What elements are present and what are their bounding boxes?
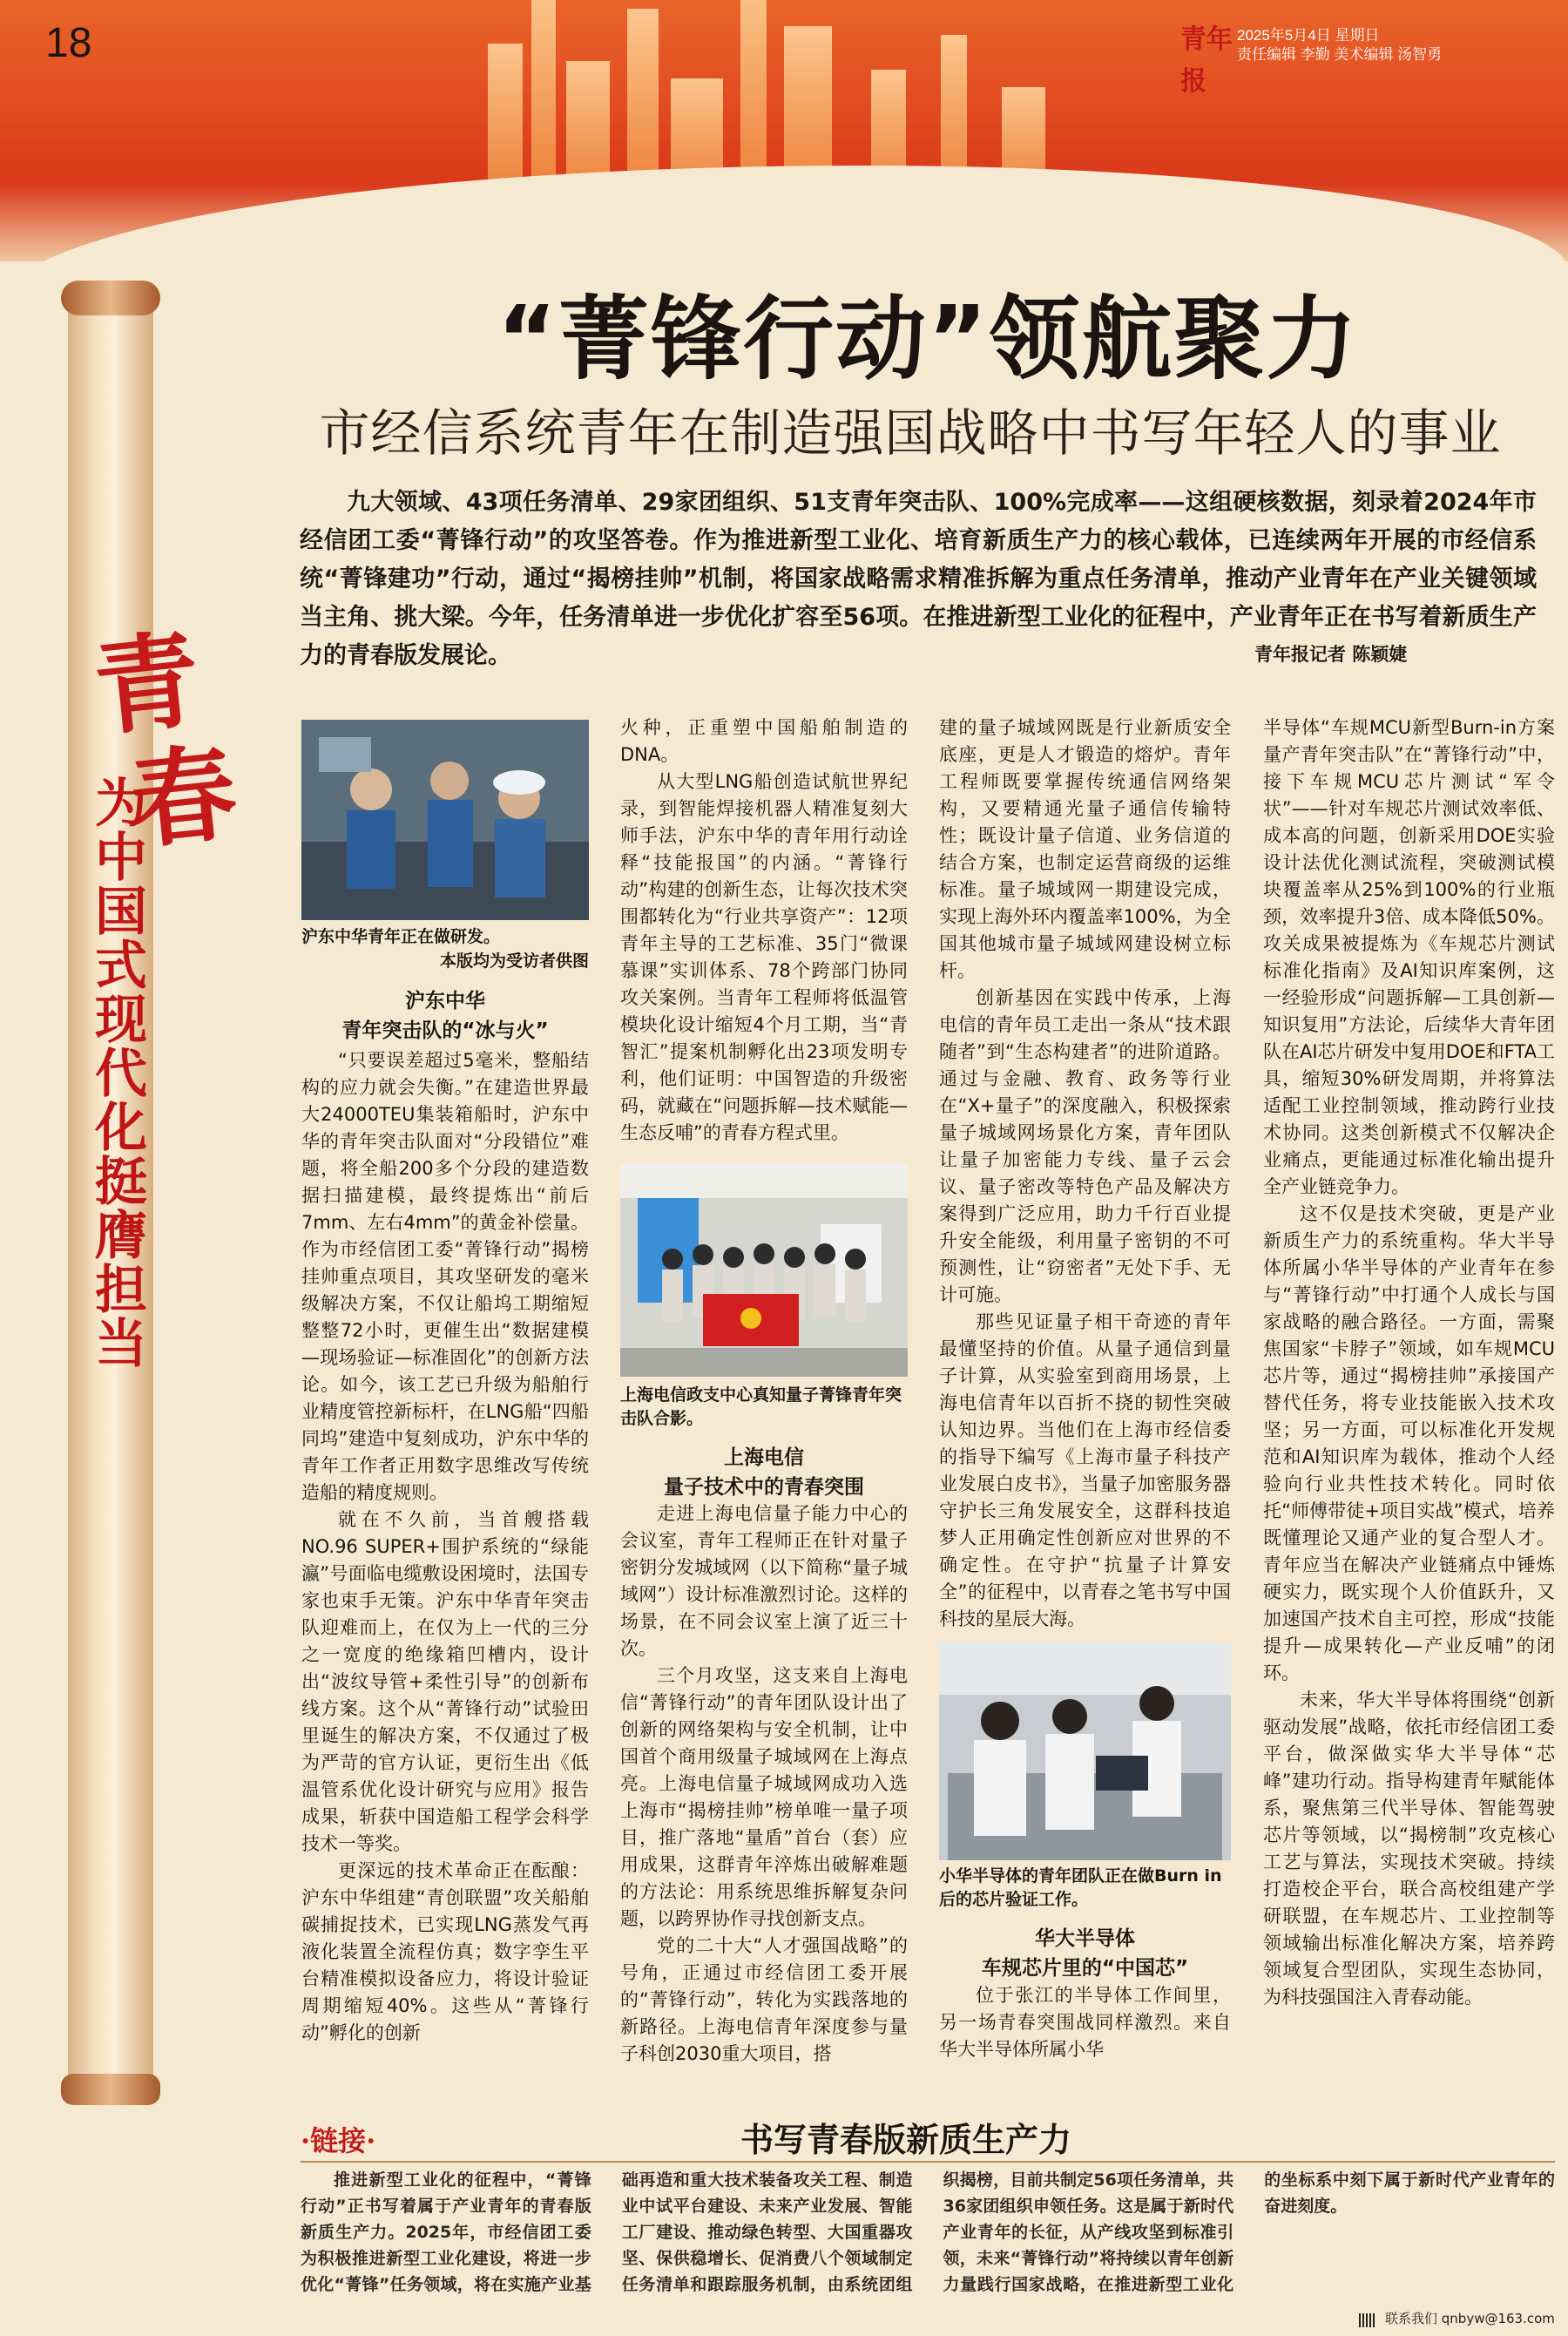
subheadline: 市经信系统青年在制造强国战略中书写年轻人的事业 bbox=[319, 403, 1502, 463]
body-paragraph: 未来，华大半导体将围绕“创新驱动发展”战略，依托市经信团工委平台，做深做实华大半导体“芯峰”建功行动。指导构建青年赋能体系，聚焦第三代半导体、智能驾驶芯片等领域，以“揭榜制”攻克核心工艺与算法，实现技术突破。持续打造校企平台，联合高校组建产学研联盟，在车规芯片、工业控制等领域输出标准化解决方案，培养跨领域复合型团队，实现生态协同，为科技强国注入青春动能。 bbox=[1263, 1689, 1555, 2008]
contact-email: 联系我们 qnbyw@163.com bbox=[1385, 2311, 1555, 2326]
body-continuation: 半导体“车规MCU新型Burn-in方案量产青年突击队”在“菁锋行动”中，接下车规MCU芯片测试“军令状”——针对车规芯片测试效率低、成本高的问题，创新采用DOE实验设计法优化测试流程，突破测试模块覆盖率从25%到100%的行业瓶颈，效率提升3倍、成本降低50%。攻关成果被提炼为《车规芯片测试标准化指南》及AI知识库案例，这一经验形成“问题拆解—工具创新—知识复用”方法论，后续华大青年团队在AI芯片研发中复用DOE和FTA工具，缩短30%研发周期，并将算法适配工业控制领域，推动跨行业技术协同。这类创新模式不仅解决企业痛点，更能通过标准化输出提升全产业链竞争力。 bbox=[1263, 717, 1555, 1197]
page-number: 18 bbox=[45, 20, 92, 66]
issue-date: 2025年5月4日 星期日 bbox=[1237, 27, 1380, 44]
column-1 bbox=[301, 1047, 589, 2047]
photo-caption-1: 沪东中华青年正在做研发。 bbox=[301, 927, 501, 946]
section-heading-company: 上海电信 bbox=[724, 1446, 804, 1469]
link-label: ·链接· bbox=[301, 2124, 376, 2157]
body-paragraph: 创新基因在实践中传承，上海电信的青年员工走出一条从“技术跟随者”到“生态构建者”的进阶道路。通过与金融、教育、政务等行业在“X+量子”的深度融入，积极探索量子城域网场景化方案，青年团队让量子加密能力专线、量子云会议、量子密改等特色产品及解决方案得到广泛应用，助力千行百业提升安全能级，利用量子密钥的不可预测性，让“窃密者”无处下手、无计可施。 bbox=[939, 987, 1231, 1305]
body-paragraph: 那些见证量子相干奇迹的青年最懂坚持的价值。从量子通信到量子计算，从实验室到商用场景，上海电信青年以百折不挠的韧性突破认知边界。当他们在上海市经信委的指导下编写《上海市量子科技产业发展白皮书》，当量子加密服务器守护长三角发展安全，这群科技追梦人正用确定性创新应对世界的不确定性。在守护“抗量子计算安全”的征程中，以青春之笔书写中国科技的星辰大海。 bbox=[939, 1311, 1231, 1629]
photo-telecom-team-image bbox=[620, 1163, 908, 1377]
photo-telecom-team bbox=[620, 1163, 908, 1377]
sidebar-text: 推进新型工业化的征程中，“菁锋行动”正书写着属于产业青年的青春版新质生产力。2025年，市经信团工委为积极推进新型工业化建设，将进一步优化“菁锋”任务领域，将在实施产业基础再造和重大技术装备攻关工程、制造业中试平台建设、未来产业发展、智能工厂建设、推动绿色转型、大国重器攻坚、保供稳增长、促消费八个领域制定任务清单和跟踪服务机制，由系统团组织揭榜，目前共制定56项任务清单，共36家团组织申领任务。这是属于新时代产业青年的长征，从产线攻坚到标准引领，未来“菁锋行动”将持续以青年创新力量践行国家战略，在推进新型工业化的坐标系中刻下属于新时代产业青年的奋进刻度。 bbox=[301, 2170, 1555, 2294]
photo-caption-2: 上海电信政支中心真知量子菁锋青年突击队合影。 bbox=[620, 1385, 902, 1428]
body-paragraph: 位于张江的半导体工作间里，另一场青春突围战同样激烈。来自华大半导体所属小华 bbox=[939, 1985, 1231, 2060]
body-paragraph: 从大型LNG船创造试航世界纪录，到智能焊接机器人精准复刻大师手法，沪东中华的青年用行动诠释“技能报国”的内涵。“菁锋行动”构建的创新生态，让每次技术突围都转化为“行业共享资产”：12项青年主导的工艺标准、35门“微课慕课”实训体系、78个跨部门协同攻关案例。当青年工程师将低温管模块化设计缩短4个月工期，当“青智汇”提案机制孵化出23项发明专利，他们证明：中国智造的升级密码，就藏在“问题拆解—技术赋能—生态反哺”的青春方程式里。 bbox=[620, 771, 908, 1143]
section-heading-company: 沪东中华 bbox=[405, 990, 485, 1012]
column-4 bbox=[1263, 714, 1555, 2011]
newspaper-logo: 青年报 bbox=[1180, 24, 1233, 97]
sidebar-title: 书写青春版新质生产力 bbox=[740, 2120, 1072, 2159]
byline: 青年报记者 陈颖婕 bbox=[1254, 644, 1408, 665]
divider bbox=[301, 2161, 1555, 2163]
pillar-base bbox=[61, 2074, 160, 2105]
barcode-icon bbox=[1359, 2313, 1376, 2327]
section-heading-company: 华大半导体 bbox=[1035, 1927, 1135, 1950]
body-continuation: 建的量子城域网既是行业新质安全底座，更是人才锻造的熔炉。青年工程师既要掌握传统通信网络架构，又要精通光量子通信传输特性；既设计量子信道、业务信道的结合方案，也制定运营商级的运维标准。量子城域网一期建设完成，实现上海外环内覆盖率100%，为全国其他城市量子城域网建设树立标杆。 bbox=[939, 717, 1231, 981]
body-paragraph: “只要误差超过5毫米，整船结构的应力就会失衡。”在建造世界最大24000TEU集装箱船时，沪东中华的青年突击队面对“分段错位”难题，将全船200多个分段的建造数据扫描建模，最终提炼出“前后7mm、左右4mm”的黄金补偿量。作为市经信团工委“菁锋行动”揭榜挂帅重点项目，其攻坚研发的毫米级解决方案，不仅让船坞工期缩短整整72小时，更催生出“数据建模—现场验证—标准固化”的创新方法论。如今，该工艺已升级为船舶行业精度管控新标杆，在LNG船“四船同坞”建造中复刻成功，沪东中华的青年工作者正用数字思维改写传统造船的精度规则。 bbox=[301, 1050, 589, 1503]
calligraphy-char-2: 春 bbox=[125, 731, 243, 864]
column-3-bottom bbox=[939, 1982, 1231, 2063]
photo-caption-3: 小华半导体的青年团队正在做Burn in后的芯片验证工作。 bbox=[939, 1866, 1222, 1909]
editor-credits: 责任编辑 李勤 美术编辑 汤智勇 bbox=[1237, 46, 1443, 63]
section-heading-hudong bbox=[301, 986, 589, 1046]
body-paragraph: 三个月攻坚，这支来自上海电信“菁锋行动”的青年团队设计出了创新的网络架构与安全机制，让中国首个商用级量子城域网在上海点亮。上海电信量子城域网成功入选上海市“揭榜挂帅”榜单唯一量子项目，推广落地“量盾”首台（套）应用成果，这群青年淬炼出破解难题的方法论：用系统思维拆解复杂问题，以跨界协作寻找创新支点。 bbox=[620, 1665, 908, 1929]
headline: “菁锋行动”领航聚力 bbox=[497, 286, 1359, 392]
calligraphy-char-1: 青 bbox=[88, 618, 206, 751]
photo-hudong-rd-image bbox=[301, 720, 589, 920]
pillar-capital bbox=[61, 281, 160, 315]
dateline bbox=[1237, 26, 1442, 64]
section-heading-telecom bbox=[620, 1443, 908, 1502]
section-heading-theme: 量子技术中的青春突围 bbox=[664, 1476, 864, 1499]
vertical-slogan: 为中国式现代化挺膺担当 bbox=[86, 775, 147, 1370]
photo-hudong-rd bbox=[301, 720, 589, 920]
column-2-bottom bbox=[620, 1500, 908, 2068]
column-2-top bbox=[620, 714, 908, 1147]
body-paragraph: 就在不久前，当首艘搭载NO.96 SUPER+围护系统的“绿能瀛”号面临电缆敷设困境时，法国专家也束手无策。沪东中华青年突击队迎难而上，在仅为上一代的三分之一宽度的绝缘箱凹槽内，设计出“波纹导管+柔性引导”的创新布线方案。这个从“菁锋行动”试验田里诞生的解决方案，不仅通过了极为严苛的官方认证，更衍生出《低温管系优化设计研究与应用》报告成果，斩获中国造船工程学会科学技术一等奖。 bbox=[301, 1509, 589, 1854]
photo-chip-lab bbox=[939, 1642, 1231, 1860]
body-paragraph: 党的二十大“人才强国战略”的号角，正通过市经信团工委开展的“菁锋行动”，转化为实践落地的新路径。上海电信青年深度参与量子科创2030重大项目，搭 bbox=[620, 1935, 908, 2064]
body-paragraph: 更深远的技术革命正在酝酿：沪东中华组建“青创联盟”攻关船舶碳捕捉技术，已实现LNG蒸发气再液化装置全流程仿真；数字孪生平台精准模拟设备应力，将设计验证周期缩短40%。这些从“菁锋行动”孵化的创新 bbox=[301, 1860, 589, 2043]
photo-chip-lab-image bbox=[939, 1642, 1231, 1860]
section-heading-theme: 车规芯片里的“中国芯” bbox=[981, 1957, 1189, 1980]
section-heading-theme: 青年突击队的“冰与火” bbox=[341, 1019, 549, 1042]
photo-credit: 本版均为受访者供图 bbox=[439, 951, 589, 971]
lead-paragraph: 九大领域、43项任务清单、29家团组织、51支青年突击队、100%完成率——这组硬核数据，刻录着2024年市经信团工委“菁锋行动”的攻坚答卷。作为推进新型工业化、培育新质生产力的核心载体，已连续两年开展的市经信系统“菁锋建功”行动，通过“揭榜挂帅”机制，将国家战略需求精准拆解为重点任务清单，推动产业青年在产业关键领域当主角、挑大梁。今年，任务清单进一步优化扩容至56项。在推进新型工业化的征程中，产业青年正在书写着新质生产力的青春版发展论。 bbox=[300, 489, 1537, 669]
body-paragraph: 这不仅是技术突破，更是产业新质生产力的系统重构。华大半导体所属小华半导体的产业青年在参与“菁锋行动”中打通个人成长与国家战略的融合路径。一方面，需聚焦国家“卡脖子”领域，如车规MCU芯片等，通过“揭榜挂帅”承接国产替代任务，将专业技能嵌入技术攻坚；另一方面，可以标准化开发规范和AI知识库为载体，推动个人经验向行业共性技术转化。同时依托“师傅带徒+项目实战”模式，培养既懂理论又通产业的复合型人才。青年应当在解决产业链痛点中锤炼硬实力，既实现个人价值跃升，又加速国产技术自主可控，形成“技能提升—成果转化—产业反哺”的闭环。 bbox=[1263, 1203, 1555, 1683]
section-heading-hdsc bbox=[939, 1924, 1231, 1983]
body-paragraph: 走进上海电信量子能力中心的会议室，青年工程师正在针对量子密钥分发城域网（以下简称“量子城域网”）设计标准激烈讨论。这样的场景，在不同会议室上演了近三十次。 bbox=[620, 1503, 908, 1659]
column-3-top bbox=[939, 714, 1231, 1633]
body-continuation: 火种，正重塑中国船舶制造的DNA。 bbox=[620, 717, 908, 765]
